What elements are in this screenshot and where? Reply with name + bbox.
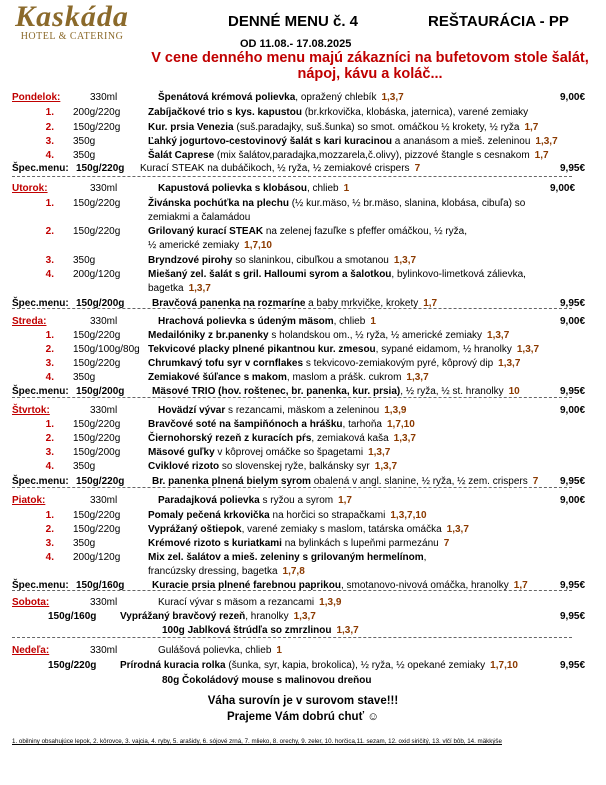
- dish-details: so slaninkou, cibuľkou a smotanou: [232, 255, 389, 266]
- menu-line: [0, 405, 606, 419]
- dish-description: [148, 372, 429, 383]
- portion-size: 150g/220g: [73, 358, 121, 369]
- allergen-codes: 1,3,7: [393, 255, 417, 266]
- portion-size: 330ml: [90, 597, 118, 608]
- portion-size: 150g/160g: [48, 611, 97, 622]
- menu-line: [0, 580, 606, 594]
- restaurant-name: REŠTAURÁCIA - PP: [428, 13, 569, 30]
- dish-name: Cviklové rizoto: [148, 461, 220, 472]
- dish-description: [162, 675, 372, 686]
- dish-name: Paradajková polievka: [158, 495, 260, 506]
- dish-name: Mix zel. šalátov a mieš. zeleniny s grilovaným hermelínom: [148, 552, 424, 563]
- dish-description: [148, 122, 538, 133]
- price: 9,00€: [560, 316, 586, 327]
- dish-description: [148, 566, 305, 577]
- dish-name: Vyprážaný bravčový rezeň: [120, 611, 246, 622]
- item-number: 2.: [45, 344, 54, 355]
- allergen-codes: 1,7: [524, 122, 539, 133]
- item-number: 1.: [45, 330, 54, 341]
- portion-size: 150g/220g: [76, 476, 125, 487]
- price: 9,95€: [560, 476, 586, 487]
- dish-details: na zelenej fazuľke s pfeffer omáčkou, ½ ryža,: [263, 226, 467, 237]
- item-number: 4.: [45, 552, 54, 563]
- dish-description: [148, 552, 426, 563]
- dish-name: Bravčové soté na šampiňónoch a hrášku: [148, 419, 343, 430]
- dish-name: Hovädzí vývar: [158, 405, 226, 416]
- portion-size: 150g/200g: [73, 447, 121, 458]
- dish-description: [148, 240, 272, 251]
- dish-name: Tekvicové placky plnené pikantnou kur. zmesou: [148, 344, 376, 355]
- dish-description: [152, 386, 520, 397]
- portion-size: 150g/220g: [73, 524, 121, 535]
- dish-details: (suš.paradajky, suš.šunka) so smot. omáčkou ½ krokety, ½ ryža: [233, 122, 520, 133]
- portion-size: 150g/220g: [73, 122, 121, 133]
- menu-line: [0, 538, 606, 552]
- portion-size: 150g/220g: [73, 198, 121, 209]
- menu-line: [0, 419, 606, 433]
- allergen-codes: 1,7,10: [490, 660, 518, 671]
- price: 9,95€: [560, 611, 586, 622]
- dish-name: Kapustová polievka s klobásou: [158, 183, 307, 194]
- allergen-codes: 7: [414, 163, 421, 174]
- dish-description: [148, 226, 467, 237]
- allergen-codes: 1,3,7: [188, 283, 211, 294]
- dish-description: [158, 645, 282, 656]
- dish-details: a baby mrkvičke, krokety: [305, 298, 419, 309]
- special-menu-label: Špec.menu:: [12, 298, 69, 309]
- dish-details: (šunka, syr, kapia, brokolica), ½ ryža, ½ opekané zemiaky: [225, 660, 486, 671]
- dish-details: (½ kur.mäso, ½ br.mäso, slanina, klobása, cibuľa) so: [288, 198, 526, 209]
- allergen-codes: 1,7: [423, 298, 438, 309]
- dish-details: , bylinkovo-limetková zálievka,: [391, 269, 526, 280]
- dish-name: Bravčová panenka na rozmaríne: [152, 298, 306, 309]
- dish-description: [140, 163, 420, 174]
- dish-name: Špenátová krémová polievka: [158, 92, 296, 103]
- dish-description: [162, 625, 359, 636]
- weight-note: Váha surovín je v surovom stave!!!: [207, 695, 399, 707]
- dish-name: Pomaly pečená krkovička: [148, 510, 270, 521]
- dish-description: [158, 597, 341, 608]
- dish-description: [148, 433, 416, 444]
- menu-line: [0, 92, 606, 106]
- item-number: 3.: [45, 358, 54, 369]
- menu-line: [0, 107, 606, 121]
- portion-size: 350g: [73, 538, 96, 549]
- menu-line: [0, 433, 606, 447]
- dish-details: , maslom a prášk. cukrom: [286, 372, 402, 383]
- day-label: Pondelok:: [12, 92, 61, 103]
- dish-name: Hrachová polievka s údeným mäsom: [158, 316, 334, 327]
- allergen-codes: 1,3,7: [336, 625, 359, 636]
- dish-description: [120, 660, 518, 671]
- portion-size: 200g/220g: [73, 107, 121, 118]
- dish-description: [148, 510, 427, 521]
- dish-name: 80g Čokoládový mouse s malinovou dreňou: [162, 675, 372, 686]
- dish-description: [152, 476, 538, 487]
- dish-description: [148, 136, 558, 147]
- dish-description: [148, 330, 509, 341]
- menu-line: [0, 645, 606, 659]
- section-divider: [12, 176, 572, 177]
- dish-details: , varené zemiaky s maslom, tatárska omáčka: [241, 524, 442, 535]
- day-label: Štvrtok:: [12, 405, 50, 416]
- portion-size: 150g/220g: [73, 510, 121, 521]
- price: 9,00€: [560, 405, 586, 416]
- special-menu-label: Špec.menu:: [12, 163, 69, 174]
- menu-line: [0, 198, 606, 212]
- menu-line: [0, 150, 606, 164]
- menu-line: [0, 240, 606, 254]
- menu-line: [0, 461, 606, 475]
- portion-size: 350g: [73, 461, 96, 472]
- dish-description: [148, 198, 525, 209]
- item-number: 2.: [45, 226, 54, 237]
- allergen-codes: 1,3,7: [498, 358, 521, 369]
- dish-details: s rezancami, mäskom a zeleninou: [225, 405, 380, 416]
- allergen-codes: 1,3,7,10: [390, 510, 427, 521]
- menu-line: [0, 358, 606, 372]
- menu-line: [0, 447, 606, 461]
- section-divider: [12, 308, 572, 309]
- dish-name: Kur. prsia Venezia: [148, 122, 234, 133]
- portion-size: 150g/160g: [76, 580, 125, 591]
- dish-description: [158, 495, 352, 506]
- price: 9,95€: [560, 298, 586, 309]
- buffet-note: V cene denného menu majú zákazníci na bufetovom stole šalát, nápoj, kávu a koláč...: [151, 50, 589, 82]
- price: 9,00€: [560, 92, 586, 103]
- dish-details: a ananásom a mieš. zeleninou: [391, 136, 531, 147]
- section-divider: [12, 637, 572, 638]
- allergen-codes: 1,3,7: [393, 433, 416, 444]
- dish-details: so slovenskej ryže, balkánsky syr: [219, 461, 370, 472]
- item-number: 1.: [45, 107, 54, 118]
- dish-name: Medailóniky z br.panenky: [148, 330, 269, 341]
- menu-line: [0, 269, 606, 283]
- allergen-legend: 1. obilniny obsahujúce lepok, 2. kôrovce, 3. vajcia, 4. ryby, 5. arašidy, 6. sójové zrná, 7. mlieko, 8. orechy, 9. zeler, 10. horčica,11. sezam, 12. oxid siričitý, 13. vlčí bôb, 14. mäkkýše: [12, 738, 502, 745]
- price: 9,95€: [560, 163, 586, 174]
- menu-line: [0, 344, 606, 358]
- dish-details: ,: [423, 552, 427, 563]
- portion-size: 150g/100g/80g: [73, 344, 140, 355]
- dish-details: Kurací STEAK na dubáčikoch, ½ ryža, ½ zemiakové crispers: [140, 163, 410, 174]
- allergen-codes: 7: [443, 538, 450, 549]
- portion-size: 330ml: [90, 645, 118, 656]
- dish-description: [148, 107, 528, 118]
- allergen-codes: 1,3,7: [368, 447, 391, 458]
- portion-size: 150g/220g: [73, 419, 121, 430]
- allergen-codes: 1,3,7: [406, 372, 429, 383]
- dish-description: [148, 344, 539, 355]
- greeting: Prajeme Vám dobrú chuť ☺: [226, 711, 380, 723]
- dish-details: Kurací vývar s mäsom a rezancami: [158, 597, 315, 608]
- dish-details: , ½ ryža, ½ st. hranolky: [400, 386, 504, 397]
- dish-description: [148, 212, 250, 223]
- menu-line: [0, 283, 606, 297]
- menu-line: [0, 226, 606, 240]
- portion-size: 330ml: [90, 92, 118, 103]
- dish-description: [148, 419, 415, 430]
- dish-name: Bryndzové pirohy: [148, 255, 233, 266]
- dish-description: [158, 183, 349, 194]
- portion-size: 350g: [73, 150, 96, 161]
- dish-name: Br. panenka plnená bielym syrom: [152, 476, 311, 487]
- price: 9,95€: [560, 660, 586, 671]
- menu-line: [0, 552, 606, 566]
- item-number: 2.: [45, 524, 54, 535]
- allergen-codes: 1,7,8: [282, 566, 305, 577]
- dish-description: [158, 316, 376, 327]
- dish-description: [148, 461, 397, 472]
- portion-size: 330ml: [90, 495, 118, 506]
- dish-name: Mäsové guľky: [148, 447, 215, 458]
- dish-name: Čiernohorský rezeň z kuracích pŕs: [148, 433, 312, 444]
- allergen-codes: 1,7,10: [244, 240, 272, 251]
- dish-name: Chrumkavý tofu syr v cornflakes: [148, 358, 304, 369]
- dish-name: Miešaný zel. šalát s gril. Halloumi syrom a šalotkou: [148, 269, 392, 280]
- dish-details: s ryžou a syrom: [259, 495, 334, 506]
- allergen-codes: 7: [532, 476, 539, 487]
- allergen-codes: 1: [370, 316, 376, 327]
- item-number: 3.: [45, 255, 54, 266]
- dish-description: [148, 358, 520, 369]
- portion-size: 150g/200g: [76, 298, 125, 309]
- dish-details: , chlieb: [306, 183, 339, 194]
- menu-line: [0, 660, 606, 674]
- dish-name: Mäsové TRIO (hov. roštenec, br. panenka, kur. prsia): [152, 386, 401, 397]
- logo-sub-text: HOTEL & CATERING: [20, 31, 124, 42]
- dish-details: na bylinkách s lupeňmi parmezánu: [281, 538, 439, 549]
- item-number: 2.: [45, 433, 54, 444]
- dish-description: [158, 405, 406, 416]
- dish-details: , opražený chlebík: [295, 92, 377, 103]
- item-number: 3.: [45, 538, 54, 549]
- dish-name: Šalát Caprese: [148, 150, 215, 161]
- section-divider: [12, 397, 572, 398]
- portion-size: 150g/220g: [73, 226, 121, 237]
- allergen-codes: 1,3,7: [381, 92, 404, 103]
- item-number: 3.: [45, 447, 54, 458]
- portion-size: 330ml: [90, 405, 118, 416]
- dish-description: [158, 92, 404, 103]
- allergen-codes: 1,7: [338, 495, 352, 506]
- price: 9,00€: [560, 495, 586, 506]
- allergen-codes: 1,3,7: [487, 330, 510, 341]
- price: 9,95€: [560, 386, 586, 397]
- allergen-codes: 1,3,7: [293, 611, 316, 622]
- menu-line: [0, 675, 606, 689]
- allergen-codes: 1,3,7: [374, 461, 398, 472]
- dish-details: na horčici so strapačkami: [269, 510, 386, 521]
- special-menu-label: Špec.menu:: [12, 386, 69, 397]
- day-label: Utorok:: [12, 183, 48, 194]
- logo-main-text: Kaskáda: [15, 0, 129, 33]
- day-label: Streda:: [12, 316, 47, 327]
- allergen-codes: 1: [343, 183, 350, 194]
- dish-details: , smotanovo-nivová omáčka, hranolky: [340, 580, 509, 591]
- section-divider: [12, 590, 572, 591]
- dish-details: (mix šalátov,paradajka,mozzarela,č.olivy), pizzové štangle s cesnakom: [214, 150, 530, 161]
- dish-description: [148, 269, 526, 280]
- dish-description: [148, 150, 549, 161]
- menu-line: [0, 163, 606, 177]
- item-number: 4.: [45, 269, 54, 280]
- dish-details: Gulášová polievka, chlieb: [158, 645, 272, 656]
- day-label: Sobota:: [12, 597, 50, 608]
- dish-details: , hranolky: [245, 611, 289, 622]
- dish-details: s tekvicovo-zemiakovým pyré, kôprový dip: [303, 358, 494, 369]
- portion-size: 350g: [73, 255, 96, 266]
- dish-details: , chlieb: [333, 316, 366, 327]
- dish-name: Ľahký jogurtovo-cestovinový šalát s kari kuracinou: [148, 136, 392, 147]
- price: 9,00€: [550, 183, 576, 194]
- item-number: 2.: [45, 122, 54, 133]
- portion-size: 350g: [73, 372, 96, 383]
- dish-name: Zemiakové šúľance s makom: [148, 372, 287, 383]
- menu-line: [0, 524, 606, 538]
- dish-details: , sypané eidamom, ½ hranolky: [375, 344, 512, 355]
- menu-line: [0, 212, 606, 226]
- dish-details: bagetka: [148, 283, 184, 294]
- allergen-codes: 1,7: [513, 580, 528, 591]
- dish-details: obalená v angl. slanine, ½ ryža, ½ zem. crispers: [310, 476, 528, 487]
- allergen-codes: 1,7: [534, 150, 549, 161]
- portion-size: 200g/120g: [73, 552, 121, 563]
- portion-size: 150g/220g: [73, 330, 121, 341]
- menu-line: [0, 298, 606, 312]
- dish-details: francúzsky dressing, bagetka: [148, 566, 278, 577]
- menu-line: [0, 255, 606, 269]
- item-number: 3.: [45, 136, 54, 147]
- dish-name: Prírodná kuracia rolka: [120, 660, 226, 671]
- dish-details: , zemiaková kaša: [311, 433, 389, 444]
- dish-name: Živánska pochúťka na plechu: [148, 198, 289, 209]
- dish-details: (br.krkovička, klobáska, jaternica), varené zemiaky: [301, 107, 529, 118]
- special-menu-label: Špec.menu:: [12, 580, 69, 591]
- dish-name: Vyprážaný oštiepok: [148, 524, 242, 535]
- item-number: 1.: [45, 198, 54, 209]
- item-number: 4.: [45, 150, 54, 161]
- dish-name: Krémové rizoto s kuriatkami: [148, 538, 282, 549]
- menu-line: [0, 372, 606, 386]
- item-number: 1.: [45, 419, 54, 430]
- portion-size: 350g: [73, 136, 96, 147]
- dish-description: [120, 611, 316, 622]
- dish-name: Kuracie prsia plnené farebnou paprikou: [152, 580, 341, 591]
- allergen-codes: 1,3,9: [384, 405, 407, 416]
- price: 9,95€: [560, 580, 586, 591]
- dish-name: 100g Jablková štrúdľa so zmrzlinou: [162, 625, 332, 636]
- portion-size: 200g/120g: [73, 269, 121, 280]
- section-divider: [12, 487, 572, 488]
- menu-line: [0, 510, 606, 524]
- day-label: Nedeľa:: [12, 645, 50, 656]
- portion-size: 150g/220g: [73, 433, 121, 444]
- logo: [6, 2, 138, 42]
- dish-details: zemiakmi a čalamádou: [148, 212, 251, 223]
- allergen-codes: 1,3,7: [516, 344, 540, 355]
- dish-details: s holandskou om., ½ ryža, ½ americké zemiaky: [268, 330, 483, 341]
- allergen-codes: 10: [508, 386, 520, 397]
- allergen-codes: 1: [276, 645, 282, 656]
- menu-title: DENNÉ MENU č. 4: [228, 13, 359, 30]
- allergen-codes: 1,3,7: [535, 136, 558, 147]
- portion-size: 150g/200g: [76, 386, 125, 397]
- portion-size: 330ml: [90, 183, 118, 194]
- dish-description: [148, 447, 390, 458]
- dish-description: [148, 283, 211, 294]
- portion-size: 150g/220g: [48, 660, 97, 671]
- menu-line: [0, 136, 606, 150]
- allergen-codes: 1,3,7: [446, 524, 469, 535]
- portion-size: 150g/220g: [76, 163, 125, 174]
- dish-details: , tarhoňa: [342, 419, 382, 430]
- item-number: 4.: [45, 461, 54, 472]
- day-label: Piatok:: [12, 495, 46, 506]
- dish-description: [148, 255, 416, 266]
- item-number: 1.: [45, 510, 54, 521]
- menu-line: [0, 316, 606, 330]
- portion-size: 330ml: [90, 316, 118, 327]
- dish-name: Zabíjačkové trio s kys. kapustou: [148, 107, 302, 118]
- allergen-codes: 1,7,10: [387, 419, 415, 430]
- allergen-codes: 1,3,9: [319, 597, 342, 608]
- menu-line: [0, 495, 606, 509]
- menu-line: [0, 611, 606, 625]
- menu-line: [0, 566, 606, 580]
- menu-line: [0, 183, 606, 197]
- menu-line: [0, 597, 606, 611]
- menu-line: [0, 330, 606, 344]
- date-range: OD 11.08.- 17.08.2025: [240, 38, 352, 50]
- dish-details: v kôprovej omáčke so špagetami: [214, 447, 364, 458]
- dish-description: [148, 524, 469, 535]
- menu-line: [0, 122, 606, 136]
- dish-name: Grilovaný kurací STEAK: [148, 226, 264, 237]
- item-number: 4.: [45, 372, 54, 383]
- dish-details: ½ americké zemiaky: [148, 240, 240, 251]
- dish-description: [148, 538, 449, 549]
- special-menu-label: Špec.menu:: [12, 476, 69, 487]
